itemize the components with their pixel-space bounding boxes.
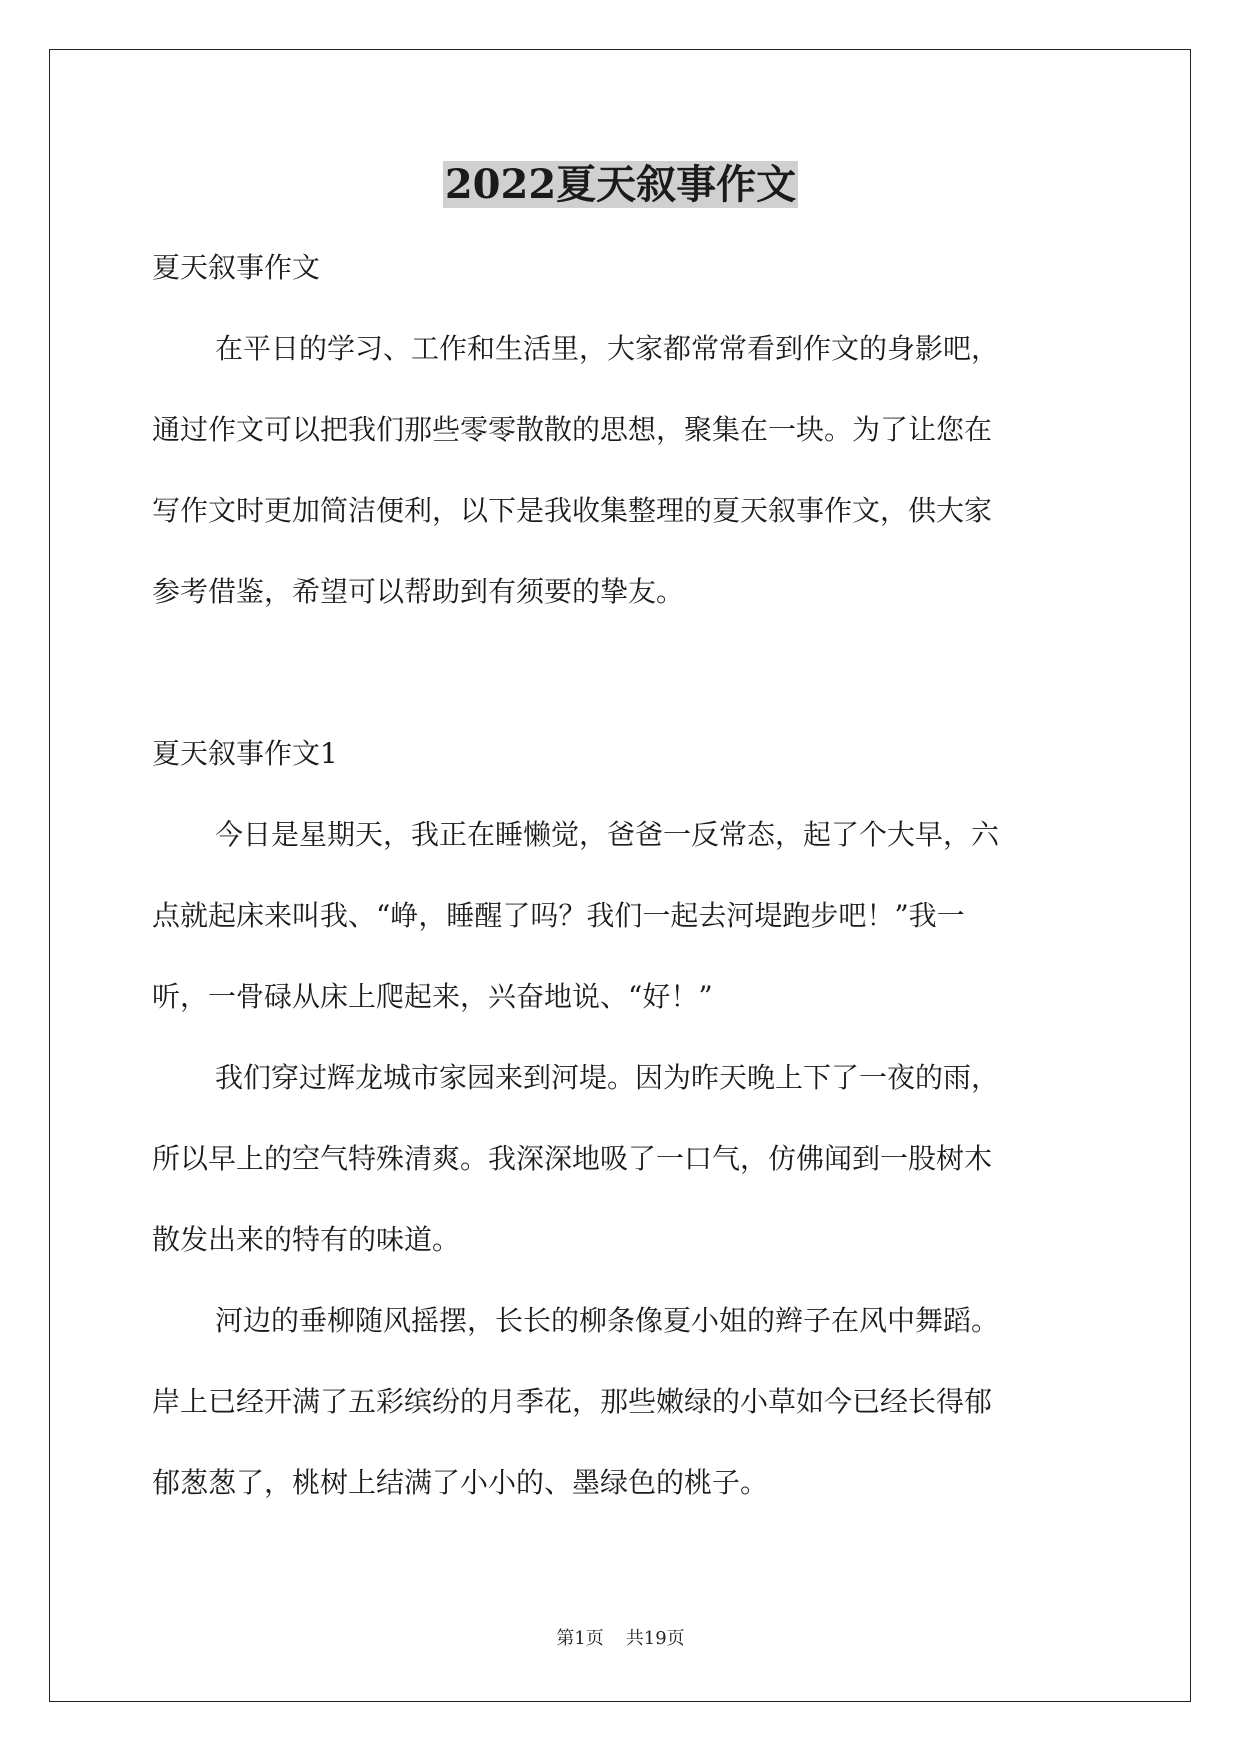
paragraph-line: 岸上已经开满了五彩缤纷的月季花，那些嫩绿的小草如今已经长得郁: [152, 1385, 993, 1418]
paragraph-line: 郁葱葱了，桃树上结满了小小的、墨绿色的桃子。: [152, 1466, 769, 1499]
page-number: 第1页: [556, 1628, 604, 1649]
blank-line: [152, 632, 1092, 713]
paragraph-line: 在平日的学习、工作和生活里，大家都常常看到作文的身影吧，: [215, 332, 1000, 365]
section-heading: 夏天叙事作文: [152, 251, 321, 284]
paragraph-line: 散发出来的特有的味道。: [152, 1223, 461, 1256]
document-title: 2022夏天叙事作文: [444, 161, 797, 208]
paragraph-line: 今日是星期天，我正在睡懒觉，爸爸一反常态，起了个大早，六: [215, 818, 1000, 851]
paragraph-line: 写作文时更加简洁便利，以下是我收集整理的夏天叙事作文，供大家: [152, 494, 993, 527]
paragraph-line: 听，一骨碌从床上爬起来，兴奋地说、“好！”: [152, 980, 713, 1013]
paragraph-line: 所以早上的空气特殊清爽。我深深地吸了一口气，仿佛闻到一股树木: [152, 1142, 993, 1175]
page-footer: [0, 1627, 1241, 1651]
paragraph-line: 点就起床来叫我、“峥，睡醒了吗？我们一起去河堤跑步吧！”我一: [152, 899, 965, 932]
paragraph-line: 河边的垂柳随风摇摆，长长的柳条像夏小姐的辫子在风中舞蹈。: [215, 1304, 1000, 1337]
document-body: [152, 227, 1092, 1523]
paragraph-line: 我们穿过辉龙城市家园来到河堤。因为昨天晚上下了一夜的雨，: [215, 1061, 1000, 1094]
section-heading: 夏天叙事作文1: [152, 737, 338, 770]
paragraph-line: 通过作文可以把我们那些零零散散的思想，聚集在一块。为了让您在: [152, 413, 993, 446]
page-total: 共19页: [625, 1628, 685, 1649]
paragraph-line: 参考借鉴，希望可以帮助到有须要的挚友。: [152, 575, 685, 608]
